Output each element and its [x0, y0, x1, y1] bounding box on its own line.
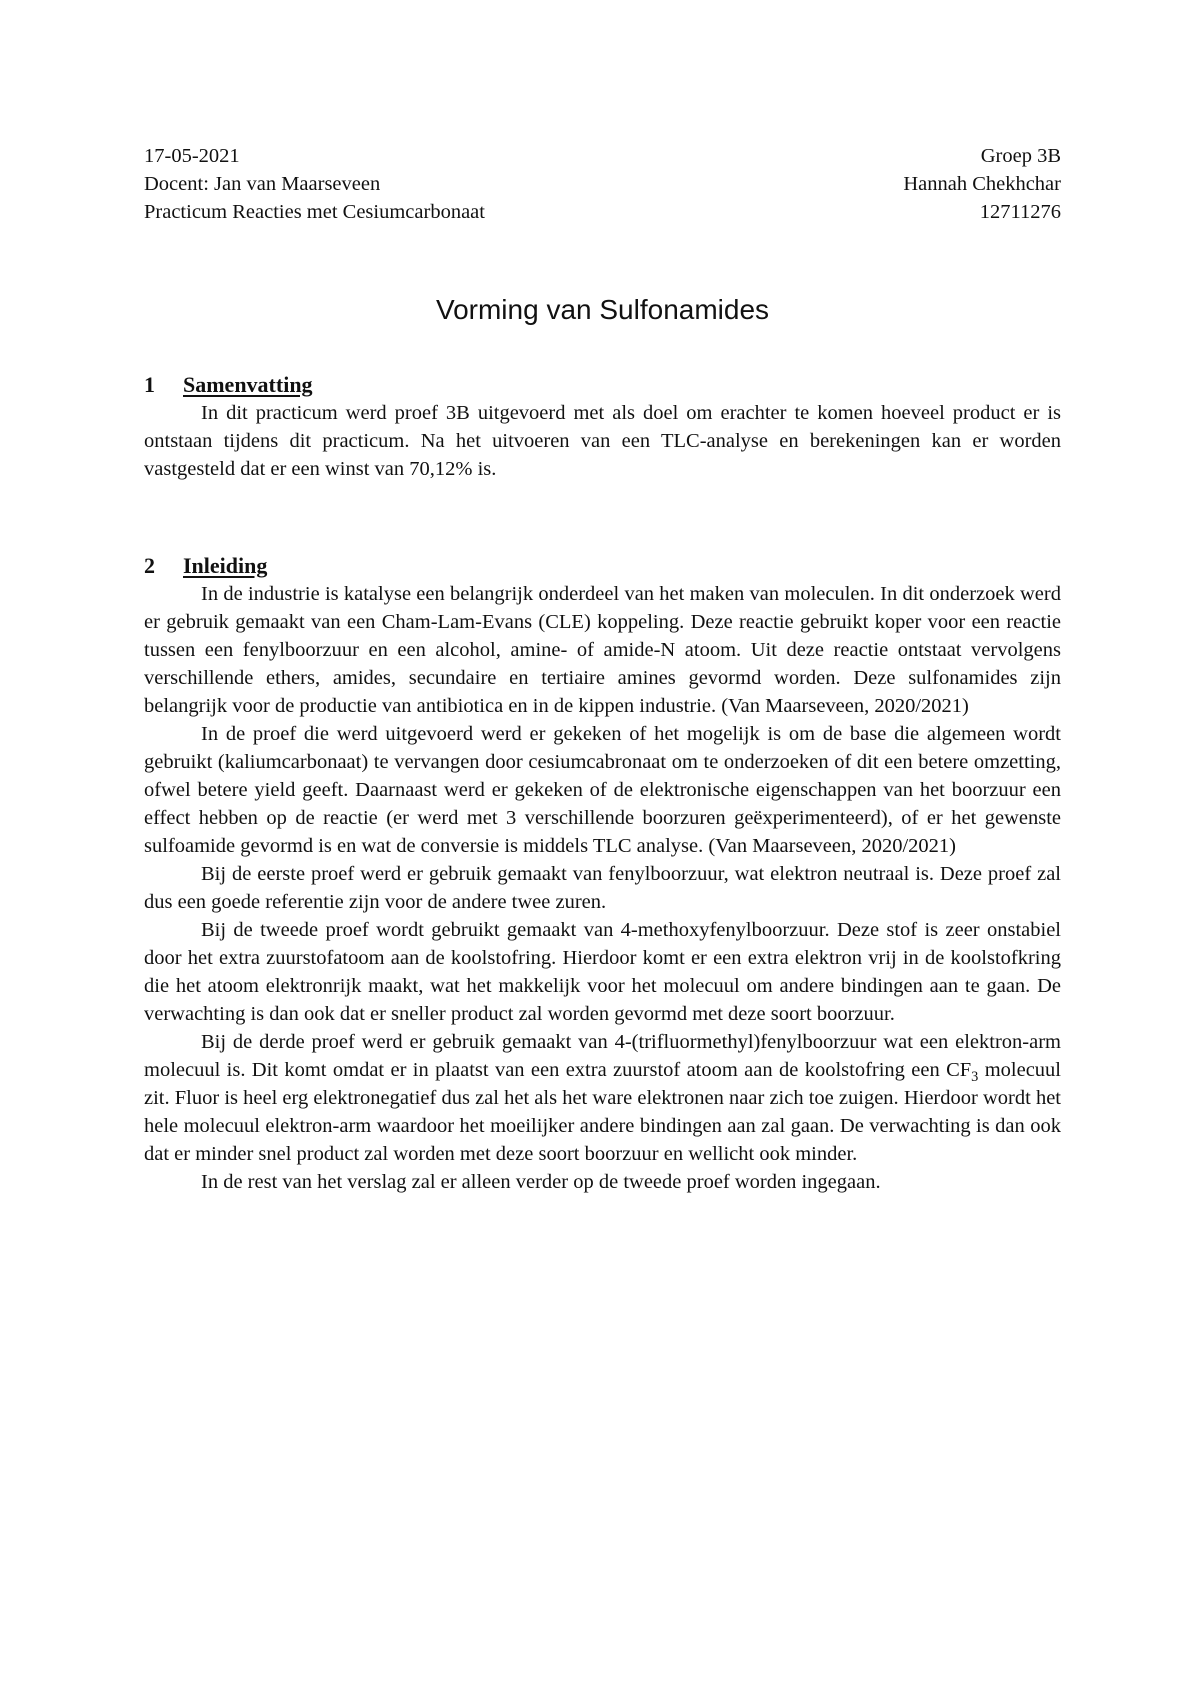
- paragraph-text: Bij de derde proef werd er gebruik gemaakt van 4-(trifluormethyl)fenylboorzuur wat een elektron-arm molecuul is. Dit komt omdat er in plaatst van een extra zuurstof atoom aan de koolstofring een CF: [144, 1031, 1061, 1081]
- paragraph-inleiding-6: In de rest van het verslag zal er alleen verder op de tweede proef worden ingegaan.: [201, 1171, 881, 1193]
- header-left: [144, 142, 485, 226]
- section-title: Samenvatting: [183, 372, 313, 397]
- header-author: Hannah Chekhchar: [903, 173, 1061, 195]
- paragraph-inleiding-1: In de industrie is katalyse een belangrijk onderdeel van het maken van moleculen. In dit onderzoek werd er gebruik gemaakt van een Cham-Lam-Evans (CLE) koppeling. Deze reactie gebruikt koper voor een reactie tussen een fenylboorzuur en een alcohol, amine- of amide-N atoom. Uit deze reactie ontstaat vervolgens verschillende ethers, amides, secundaire en tertiaire amines gevormd worden. Deze sulfonamides zijn belangrijk voor de productie van antibiotica en in de kippen industrie. (Van Maarseveen, 2020/2021): [144, 583, 1061, 717]
- section-number: 1: [144, 372, 155, 397]
- subscript: 3: [971, 1069, 979, 1086]
- paragraph-inleiding-4: Bij de tweede proef wordt gebruikt gemaakt van 4-methoxyfenylboorzuur. Deze stof is zeer onstabiel door het extra zuurstofatoom aan de koolstofring. Hierdoor komt er een extra elektron vrij in de koolstofkring die het atoom elektronrijk maakt, wat het makkelijk voor het molecuul om andere bindingen aan te gaan. De verwachting is dan ook dat er sneller product zal worden gevormd met deze soort boorzuur.: [144, 919, 1061, 1025]
- paragraph-inleiding-5: [144, 1028, 1061, 1168]
- header-group: Groep 3B: [980, 145, 1061, 167]
- header-teacher: Docent: Jan van Maarseveen: [144, 173, 381, 195]
- section-heading-inleiding: [144, 552, 1061, 580]
- section-number: 2: [144, 553, 155, 578]
- section-title: Inleiding: [183, 553, 268, 578]
- document-page: [144, 142, 1061, 1196]
- document-header: [144, 142, 1061, 226]
- document-title: Vorming van Sulfonamides: [435, 294, 770, 325]
- paragraph-samenvatting: In dit practicum werd proef 3B uitgevoerd met als doel om erachter te komen hoeveel product er is ontstaan tijdens dit practicum. Na het uitvoeren van een TLC-analyse en berekeningen kan er worden vastgesteld dat er een winst van 70,12% is.: [144, 402, 1061, 480]
- header-student-number: 12711276: [979, 201, 1061, 223]
- header-date: 17-05-2021: [144, 145, 240, 167]
- paragraph-inleiding-3: Bij de eerste proef werd er gebruik gemaakt van fenylboorzuur, wat elektron neutraal is. Deze proef zal dus een goede referentie zijn voor de andere twee zuren.: [144, 863, 1061, 913]
- paragraph-text: molecuul zit. Fluor is heel erg elektronegatief dus zal het als het ware elektronen naar zich toe zuigen. Hierdoor wordt het hele molecuul elektron-arm waardoor het moeilijker andere bindingen aan zal gaan. De verwachting is dan ook dat er minder snel product zal worden met deze soort boorzuur en wellicht ook minder.: [144, 1059, 1061, 1165]
- paragraph-inleiding-2: In de proef die werd uitgevoerd werd er gekeken of het mogelijk is om de base die algemeen wordt gebruikt (kaliumcarbonaat) te vervangen door cesiumcabronaat om te onderzoeken of dit een betere omzetting, ofwel betere yield geeft. Daarnaast werd er gekeken of de elektronische eigenschappen van het boorzuur een effect hebben op de reactie (er werd met 3 verschillende boorzuren geëxperimenteerd), of er het gewenste sulfoamide gevormd is en wat de conversie is middels TLC analyse. (Van Maarseveen, 2020/2021): [144, 723, 1061, 857]
- header-right: [903, 142, 1061, 226]
- section-heading-samenvatting: [144, 371, 1061, 399]
- header-course: Practicum Reacties met Cesiumcarbonaat: [144, 201, 485, 223]
